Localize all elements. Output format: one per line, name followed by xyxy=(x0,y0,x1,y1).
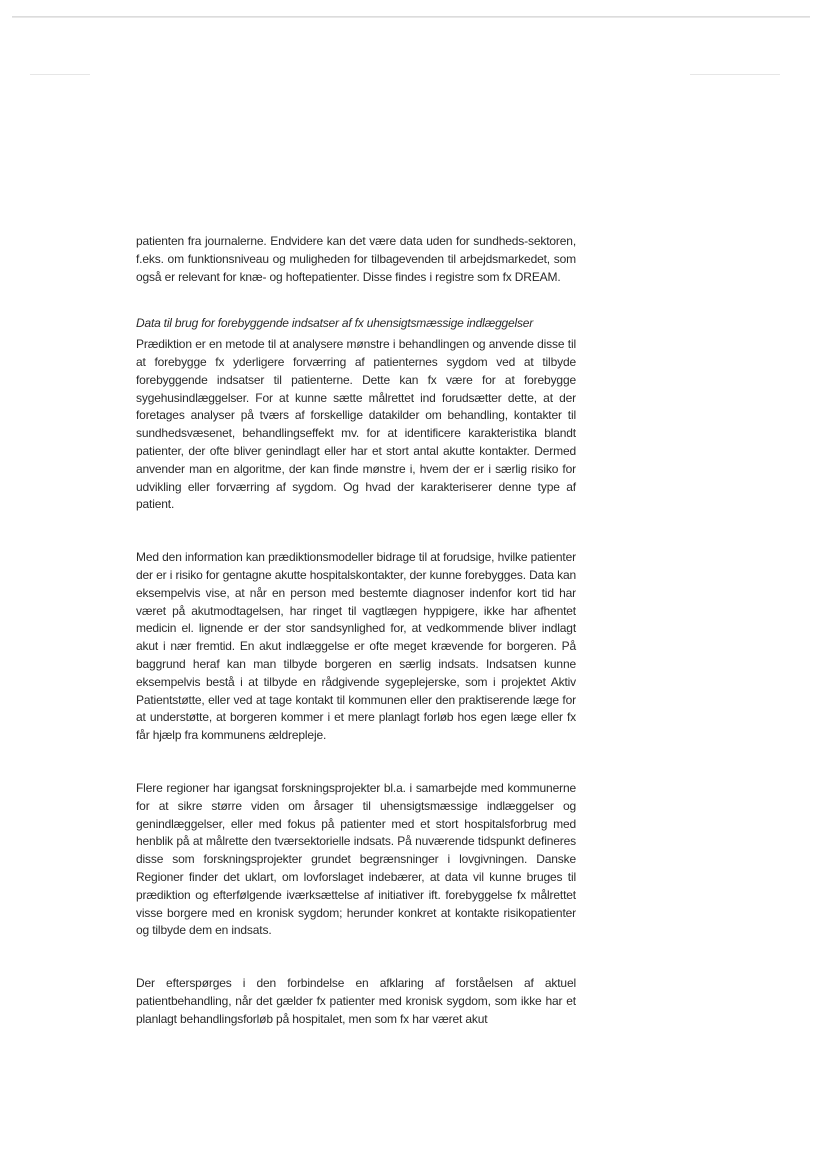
section-heading: Data til brug for forebyggende indsatser af fx uhensigtsmæssige indlæggelser xyxy=(136,316,534,331)
paragraph: Prædiktion er en metode til at analysere mønstre i behandlingen og anvende disse til at forebygge fx yderligere forværring af patienternes sygdom ved at tilbyde forebyggende indsatser til patienterne. Dette kan fx være for at forebygge sygehusindlæggelser. For at kunne sætte målrettet ind forudsætter dette, at der foretages analyser på tværs af forskellige datakilder om behandling, kontakter til sundhedsvæsenet, behandlingseffekt mv. for at identificere karakteristika blandt patienter, der ofte bliver genindlagt eller har et stort antal akutte kontakter. Dermed anvender man en algoritme, der kan finde mønstre i, hvem der er i særlig risiko for udvikling eller forværring af sygdom. Og hvad der karakteriserer denne type af patient. xyxy=(136,337,576,512)
scan-artifact xyxy=(690,74,780,75)
scan-artifact xyxy=(30,74,90,75)
scan-top-border xyxy=(12,16,810,18)
document-body xyxy=(136,233,576,1028)
paragraph: Der efterspørges i den forbindelse en afklaring af forståelsen af aktuel patientbehandling, når det gælder fx patienter med kronisk sygdom, som ikke har et planlagt behandlingsforløb på hospitalet, men som fx har været akut xyxy=(136,976,576,1026)
paragraph: Med den information kan prædiktionsmodeller bidrage til at forudsige, hvilke patienter der er i risiko for gentagne akutte hospitalskontakter, der kunne forebygges. Data kan eksempelvis vise, at når en person med bestemte diagnoser indenfor kort tid har været på akutmodtagelsen, har ringet til vagtlægen hyppigere, ikke har afhentet medicin el. lignende er der stor sandsynlighed for, at vedkommende bliver indlagt akut i nær fremtid. En akut indlæggelse er ofte meget krævende for borgeren. På baggrund heraf kan man tilbyde borgeren en særlig indsats. Indsatsen kunne eksempelvis bestå i at tilbyde en rådgivende sygeplejerske, som i projektet Aktiv Patientstøtte, eller ved at tage kontakt til kommunen eller den praktiserende læge for at understøtte, at borgeren kommer i et mere planlagt forløb hos egen læge eller fx får hjælp fra kommunens ældrepleje. xyxy=(136,550,576,743)
paragraph: patienten fra journalerne. Endvidere kan det være data uden for sundheds-sektoren, f.eks. om funktionsniveau og muligheden for tilbagevenden til arbejdsmarkedet, som også er relevant for knæ- og hoftepatienter. Disse findes i registre som fx DREAM. xyxy=(136,234,576,284)
paragraph: Flere regioner har igangsat forskningsprojekter bl.a. i samarbejde med kommunerne for at sikre større viden om årsager til uhensigtsmæssige indlæggelser og genindlæggelser, eller med fokus på patienter med et stort hospitalsforbrug med henblik på at målrette den tværsektorielle indsats. På nuværende tidspunkt defineres disse som forskningsprojekter grundet begrænsninger i lovgivningen. Danske Regioner finder det uklart, om lovforslaget indebærer, at data vil kunne bruges til prædiktion og efterfølgende iværksættelse af initiativer ift. forebyggelse fx målrettet visse borgere med en kronisk sygdom; herunder konkret at kontakte risikopatienter og tilbyde dem en indsats. xyxy=(136,780,576,938)
